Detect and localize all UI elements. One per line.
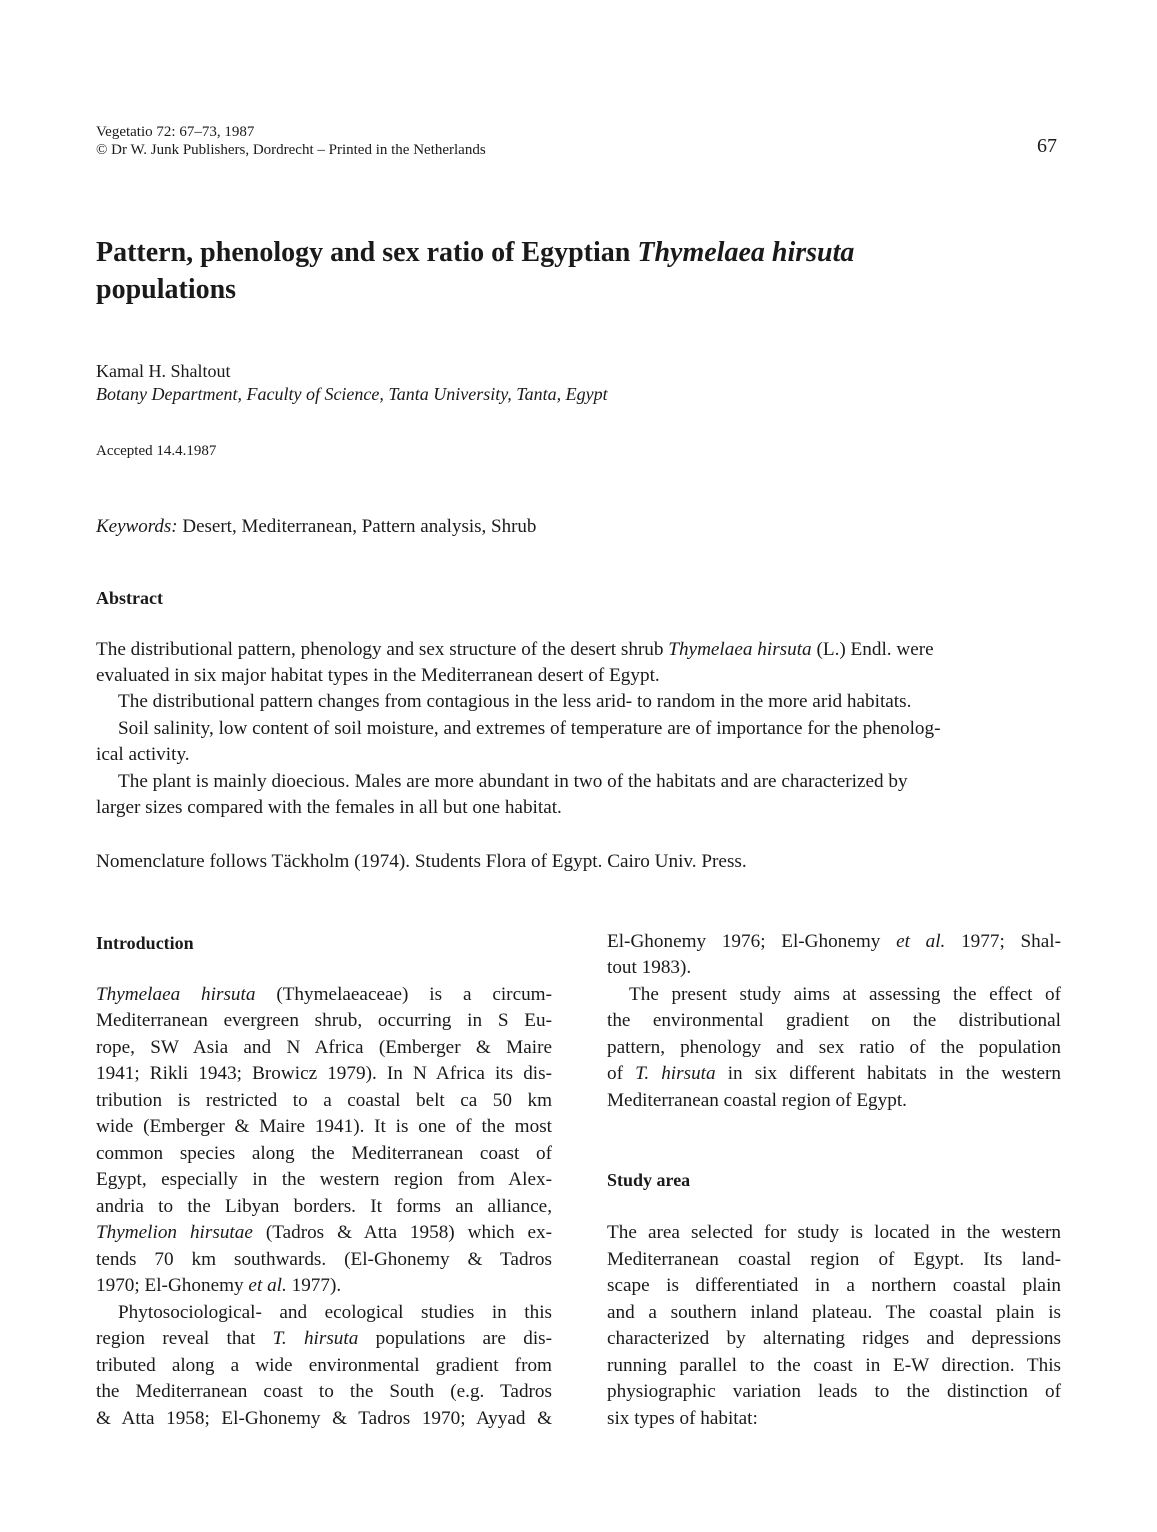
title-text-line2: populations xyxy=(96,274,237,305)
intro-text: (Tadros & Atta 1958) which ex- xyxy=(252,1222,552,1243)
intro-text: region reveal that xyxy=(96,1328,273,1349)
keywords-label: Keywords: xyxy=(96,516,178,537)
study-area-line: physiographic variation leads to the distinction of xyxy=(607,1381,1061,1402)
title-species: Thymelaea hirsuta xyxy=(637,237,855,268)
species-name: T. hirsuta xyxy=(272,1328,359,1349)
intro-line: Mediterranean coastal region of Egypt. xyxy=(607,1090,907,1111)
abstract-text: (L.) Endl. were xyxy=(811,639,934,660)
intro-line: wide (Emberger & Maire 1941). It is one of the most xyxy=(96,1116,552,1137)
publisher-line: © Dr W. Junk Publishers, Dordrecht – Printed in the Netherlands xyxy=(96,142,486,158)
study-area-line: six types of habitat: xyxy=(607,1408,758,1429)
intro-line xyxy=(96,982,552,1009)
article-title xyxy=(96,234,996,308)
keywords xyxy=(96,515,536,539)
et-al: et al. xyxy=(896,931,946,952)
intro-line: 1941; Rikli 1943; Browicz 1979). In N Africa its dis- xyxy=(96,1063,552,1084)
intro-text: in six different habitats in the western xyxy=(715,1063,1061,1084)
accepted-date: Accepted 14.4.1987 xyxy=(96,443,217,459)
abstract-heading: Abstract xyxy=(96,588,163,608)
author-name: Kamal H. Shaltout xyxy=(96,361,231,381)
intro-text: 1977; Shal- xyxy=(945,931,1061,952)
intro-line: & Atta 1958; El-Ghonemy & Tadros 1970; Ayyad & xyxy=(96,1408,552,1429)
keywords-list: Desert, Mediterranean, Pattern analysis, Shrub xyxy=(177,516,537,537)
intro-text: 1970; El-Ghonemy xyxy=(96,1275,249,1296)
intro-line: tends 70 km southwards. (El-Ghonemy & Tadros xyxy=(96,1249,552,1270)
abstract-line: The plant is mainly dioecious. Males are more abundant in two of the habitats and are characterized by xyxy=(118,771,908,792)
intro-line: Mediterranean evergreen shrub, occurring in S Eu- xyxy=(96,1010,552,1031)
intro-text: 1977). xyxy=(286,1275,342,1296)
et-al: et al. xyxy=(248,1275,287,1296)
intro-line: The present study aims at assessing the effect of xyxy=(629,984,1061,1005)
abstract-line: The distributional pattern changes from contagious in the less arid- to random in the more arid habitats. xyxy=(118,691,912,712)
abstract-line: larger sizes compared with the females in all but one habitat. xyxy=(96,797,562,818)
study-area-line: Mediterranean coastal region of Egypt. Its land- xyxy=(607,1249,1061,1270)
intro-line: tribution is restricted to a coastal belt ca 50 km xyxy=(96,1090,552,1111)
intro-text: El-Ghonemy 1976; El-Ghonemy xyxy=(607,931,897,952)
abstract-line xyxy=(96,637,934,664)
journal-citation: Vegetatio 72: 67–73, 1987 xyxy=(96,124,255,140)
page-number: 67 xyxy=(1037,135,1057,157)
intro-line xyxy=(96,1273,552,1300)
study-area-line: The area selected for study is located in the western xyxy=(607,1222,1061,1243)
abstract-line: Soil salinity, low content of soil moisture, and extremes of temperature are of importance for the phenolog- xyxy=(118,718,941,739)
study-area-heading: Study area xyxy=(607,1170,691,1190)
abstract-species: Thymelaea hirsuta xyxy=(668,639,812,660)
species-name: Thymelaea hirsuta xyxy=(96,984,256,1005)
intro-line: tributed along a wide environmental gradient from xyxy=(96,1355,552,1376)
intro-line: Phytosociological- and ecological studies in this xyxy=(118,1302,552,1323)
intro-text: (Thymelaeaceae) is a circum- xyxy=(255,984,552,1005)
nomenclature-note: Nomenclature follows Täckholm (1974). Students Flora of Egypt. Cairo Univ. Press. xyxy=(96,851,747,872)
abstract-text: The distributional pattern, phenology and sex structure of the desert shrub xyxy=(96,639,669,660)
introduction-heading: Introduction xyxy=(96,933,194,953)
intro-line: common species along the Mediterranean coast of xyxy=(96,1143,552,1164)
intro-line: andria to the Libyan borders. It forms an alliance, xyxy=(96,1196,552,1217)
author-affiliation: Botany Department, Faculty of Science, Tanta University, Tanta, Egypt xyxy=(96,384,608,404)
title-text: Pattern, phenology and sex ratio of Egyptian xyxy=(96,237,638,268)
intro-line: rope, SW Asia and N Africa (Emberger & Maire xyxy=(96,1037,552,1058)
intro-line xyxy=(607,1061,1061,1088)
abstract-line: ical activity. xyxy=(96,744,190,765)
intro-line: the environmental gradient on the distributional xyxy=(607,1010,1061,1031)
intro-line: Egypt, especially in the western region from Alex- xyxy=(96,1169,552,1190)
intro-line xyxy=(96,1220,552,1247)
abstract-line: evaluated in six major habitat types in the Mediterranean desert of Egypt. xyxy=(96,665,660,686)
species-name: Thymelion hirsutae xyxy=(96,1222,253,1243)
intro-line: the Mediterranean coast to the South (e.g. Tadros xyxy=(96,1381,552,1402)
study-area-line: and a southern inland plateau. The coastal plain is xyxy=(607,1302,1061,1323)
intro-line: pattern, phenology and sex ratio of the population xyxy=(607,1037,1061,1058)
intro-line xyxy=(607,929,1061,956)
species-name: T. hirsuta xyxy=(635,1063,716,1084)
intro-text: of xyxy=(607,1063,636,1084)
study-area-line: characterized by alternating ridges and depressions xyxy=(607,1328,1061,1349)
study-area-line: running parallel to the coast in E-W direction. This xyxy=(607,1355,1061,1376)
intro-line xyxy=(96,1326,552,1353)
intro-text: populations are dis- xyxy=(358,1328,553,1349)
intro-line: tout 1983). xyxy=(607,957,692,978)
study-area-line: scape is differentiated in a northern coastal plain xyxy=(607,1275,1061,1296)
